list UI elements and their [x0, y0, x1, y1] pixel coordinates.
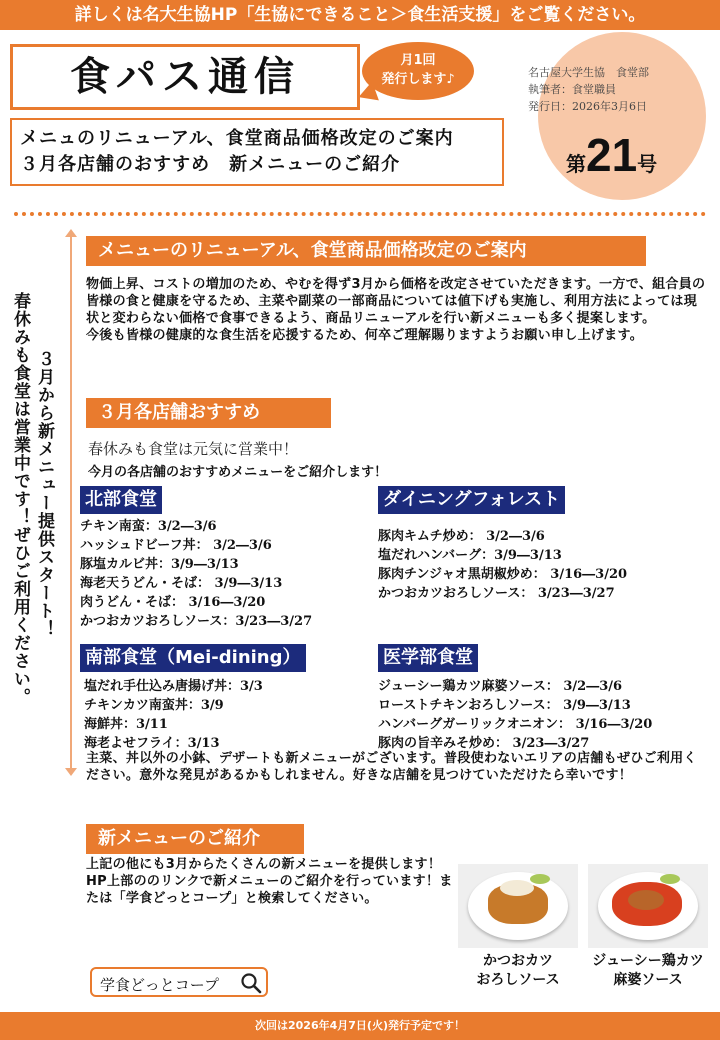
food-caption-1-line-1: かつおカツ [483, 953, 553, 969]
vertical-text-new-menu: ３月から新メニュー提供スタート！ [34, 350, 54, 638]
menu-list-dining-forest [378, 527, 627, 603]
section-heading-price-revision: メニューのリニューアル、食堂商品価格改定のご案内 [86, 236, 646, 266]
frequency-speech-bubble [362, 42, 474, 100]
search-icon[interactable] [240, 972, 262, 994]
store-name-north: 北部食堂 [80, 486, 162, 514]
food-photo-chicken-katsu-mabo [588, 864, 708, 948]
recommendations-lead-2: 今月の各店舗のおすすめメニューをご紹介します！ [88, 465, 388, 480]
issuer-info [528, 64, 649, 115]
issue-prefix: 第 [566, 152, 586, 176]
next-issue-banner: 次回は2026年4月7日(火)発行予定です！ [0, 1012, 720, 1040]
issue-suffix: 号 [637, 152, 658, 176]
list-item: チキンカツ南蛮丼：3/9 [84, 698, 224, 713]
subtitle-line-2: ３月各店舗のおすすめ 新メニューのご紹介 [20, 154, 401, 175]
menu-list-south [84, 677, 263, 753]
food-caption-2-line-1: ジューシー鶏カツ [592, 953, 704, 969]
subtitle-box [10, 118, 504, 186]
food-photo-katsuo-katsu [458, 864, 578, 948]
issue-number-value: 21 [586, 129, 638, 181]
arrow-up-icon [65, 229, 77, 237]
list-item: 塩だれハンバーグ：3/9―3/13 [378, 548, 562, 563]
newsletter-title-box [10, 44, 360, 110]
price-revision-body [86, 276, 708, 344]
list-item: かつおカツおろしソース：3/23―3/27 [80, 614, 313, 629]
menu-list-north [80, 517, 312, 631]
search-box-text: 学食どっとコープ [100, 976, 219, 994]
dotted-divider [14, 212, 706, 216]
list-item: かつおカツおろしソース： 3/23―3/27 [378, 586, 615, 601]
arrow-down-icon [65, 768, 77, 776]
store-name-medical: 医学部食堂 [378, 644, 478, 672]
issuer-org: 名古屋大学生協 食堂部 [528, 66, 649, 79]
bubble-line-2: 発行します♪ [381, 72, 455, 87]
side-arrow-line [70, 232, 72, 772]
list-item: ローストチキンおろしソース： 3/9―3/13 [378, 698, 631, 713]
store-name-south: 南部食堂（Mei-dining） [80, 644, 306, 672]
list-item: 肉うどん・そば： 3/16―3/20 [80, 595, 266, 610]
list-item: 塩だれ手仕込み唐揚げ丼：3/3 [84, 679, 263, 694]
issuer-author: 執筆者：食堂職員 [528, 83, 616, 96]
chicken-cutlet [628, 890, 664, 910]
recommendations-footer-text: 主菜、丼以外の小鉢、デザートも新メニューがございます。普段使わないエリアの店舗もぜひご利用ください。意外な発見があるかもしれません。好きな店舗を見つけていただけたら幸いです！ [86, 751, 697, 783]
recommendations-lead-1: 春休みも食堂は元気に営業中！ [88, 440, 299, 458]
vertical-text-spring-break: 春休みも食堂は営業中です！ぜひご利用ください。 [10, 292, 30, 706]
list-item: ジューシー鶏カツ麻婆ソース： 3/2―3/6 [378, 679, 623, 694]
food-caption-2 [578, 952, 718, 990]
food-caption-1 [448, 952, 588, 990]
grated-radish [500, 880, 534, 896]
list-item: 豚肉キムチ炒め： 3/2―3/6 [378, 529, 545, 544]
price-revision-text: 物価上昇、コストの増加のため、やむを得ず3月から価格を改定させていただきます。一方で、組合員の皆様の食と健康を守るため、主菜や副菜の一部商品については値下げも実施し、利用方法によっては現状と変わらない価格で食事できるよう、商品リニューアルを行い新メニューも多く提案します。 今後も皆様の健康的な食生活を応援するため、何卒ご理解賜りますようお願い申し上げます。 [86, 277, 706, 343]
list-item: ハッシュドビーフ丼： 3/2―3/6 [80, 538, 272, 553]
search-box[interactable] [90, 967, 268, 997]
newsletter-title: 食パス通信 [70, 53, 300, 100]
subtitle-line-1: メニュのリニューアル、食堂商品価格改定のご案内 [20, 128, 454, 149]
food-caption-1-line-2: おろしソース [476, 972, 560, 988]
top-banner: 詳しくは名大生協HP「生協にできること＞食生活支援」をご覧ください。 [0, 0, 720, 30]
issue-number [566, 128, 657, 182]
list-item: チキン南蛮：3/2―3/6 [80, 519, 217, 534]
list-item: 海鮮丼：3/11 [84, 717, 168, 732]
list-item: 海老よせフライ：3/13 [84, 736, 220, 751]
list-item: ハンバーグガーリックオニオン： 3/16―3/20 [378, 717, 653, 732]
section-heading-new-menu: 新メニューのご紹介 [86, 824, 304, 854]
list-item: 豚塩カルビ丼：3/9―3/13 [80, 557, 239, 572]
menu-list-medical [378, 677, 652, 753]
bubble-line-1: 月1回 [400, 53, 436, 68]
list-item: 豚肉の旨辛みそ炒め： 3/23―3/27 [378, 736, 590, 751]
food-caption-2-line-2: 麻婆ソース [613, 972, 683, 988]
issuer-date: 発行日：2026年3月6日 [528, 100, 647, 113]
section-heading-recommendations: ３月各店舗おすすめ [86, 398, 331, 428]
store-name-dining-forest: ダイニングフォレスト [378, 486, 565, 514]
cabbage-garnish [660, 874, 680, 884]
new-menu-body: 上記の他にも3月からたくさんの新メニューを提供します！HP上部ののリンクで新メニューのご紹介を行っています！または「学食どっとコープ」と検索してください。 [86, 857, 453, 906]
list-item: 豚肉チンジャオ黒胡椒炒め： 3/16―3/20 [378, 567, 628, 582]
cabbage-garnish [530, 874, 550, 884]
list-item: 海老天うどん・そば： 3/9―3/13 [80, 576, 283, 591]
